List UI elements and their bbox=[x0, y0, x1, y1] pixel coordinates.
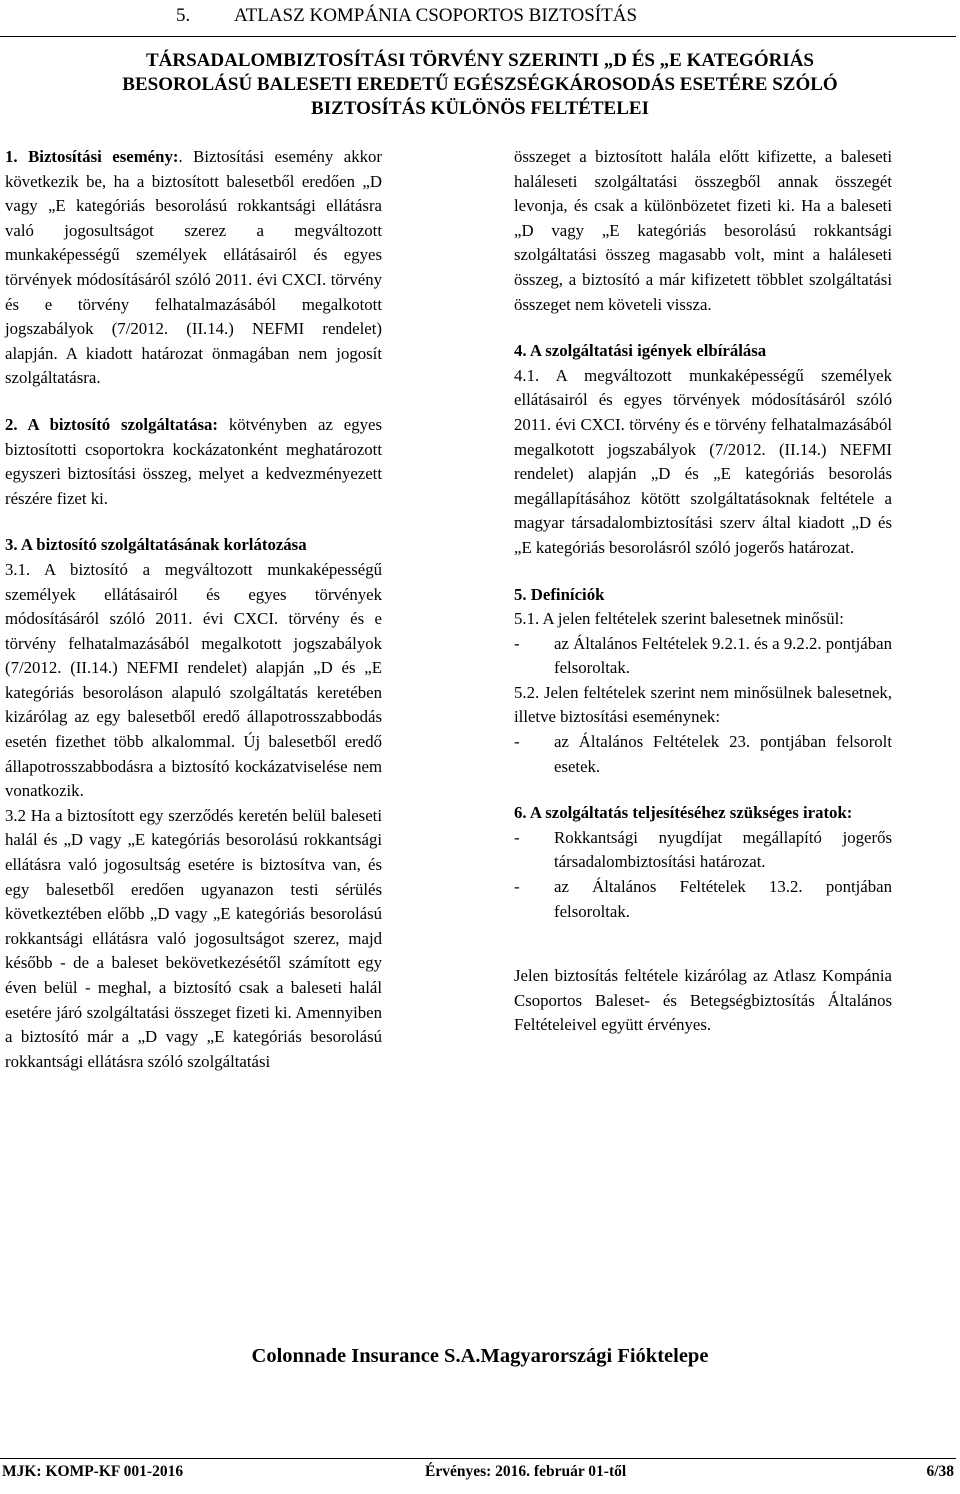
list-item bbox=[514, 826, 892, 875]
title-line-3: BIZTOSÍTÁS KÜLÖNÖS FELTÉTELEI bbox=[311, 98, 649, 119]
right-column bbox=[514, 145, 892, 1038]
continuation-text: összeget a biztosított halála előtt kifizette, a baleseti haláleseti szolgáltatási összegből annak összegét levonja, és csak a különbözetet fizeti ki. Ha a baleseti „D vagy „E kategóriás besorolású rokkantsági szolgáltatási összeg magasabb volt, mint a haláleseti összeg, a biztosító a már kifizetett többlet szolgáltatási összeget nem követeli vissza. bbox=[514, 147, 892, 314]
section-1-heading: 1. Biztosítási esemény: bbox=[5, 147, 179, 166]
section-3-2-text: 3.2 Ha a biztosított egy szerződés keretén belül baleseti halál és „D vagy „E kategóriás besorolású rokkantsági ellátásra való jogosultság esetére is biztosítva van, és egy balesetből eredően ugyanazon testi sérülés következtében előbb „D vagy „E kategóriás besorolású rokkantsági ellátásra való jogosultságot szerez, majd később - de a baleset bekövetkezésétől számított egy éven belül - meghal, a biztosító csak a baleseti halál esetére járó szolgáltatási összeget fizeti ki. Amennyiben a biztosító már a „D vagy „E kategóriás besorolású rokkantsági ellátásra szóló szolgáltatási bbox=[5, 805, 382, 1071]
title-line-1: TÁRSADALOMBIZTOSÍTÁSI TÖRVÉNY SZERINTI „D ÉS „E KATEGÓRIÁS bbox=[145, 50, 815, 71]
list-dash: - bbox=[514, 877, 520, 897]
list-item-text: az Általános Feltételek 23. pontjában felsorolt esetek. bbox=[554, 732, 892, 776]
document-title bbox=[40, 49, 920, 121]
section-5-1-text: 5.1. A jelen feltételek szerint balesetnek minősül: bbox=[514, 609, 844, 629]
section-heading bbox=[176, 4, 637, 28]
section-5-heading: 5. Definíciók bbox=[514, 584, 605, 604]
section-number: 5. bbox=[176, 5, 191, 26]
valid-from: Érvényes: 2016. február 01-től bbox=[425, 1463, 627, 1480]
section-title: ATLASZ KOMPÁNIA CSOPORTOS BIZTOSÍTÁS bbox=[234, 5, 638, 26]
list-item-text: Rokkantsági nyugdíjat megállapító jogerős társadalombiztosítási határozat. bbox=[554, 827, 892, 872]
section-4-heading: 4. A szolgáltatási igények elbírálása bbox=[514, 341, 767, 361]
list-dash: - bbox=[514, 732, 520, 752]
list-item bbox=[514, 875, 892, 924]
list-item-text: az Általános Feltételek 13.2. pontjában felsoroltak. bbox=[554, 877, 892, 921]
document-code: MJK: KOMP-KF 001-2016 bbox=[2, 1463, 184, 1480]
section-1-paragraph bbox=[5, 145, 382, 391]
company-name: Colonnade Insurance S.A.Magyarországi Fióktelepe bbox=[251, 1345, 709, 1367]
section-3-1-text: 3.1. A biztosító a megváltozott munkaképességű személyek ellátásairól és egyes törvények módosításáról szóló 2011. évi CXCI. törvény és e törvény felhatalmazásából megalkotott jogszabályok (7/2012. (II.14.) NEFMI rendelet) alapján „D és „E kategóriás besoroláson alapuló szolgáltatás keretében kizárólag az egy balesetből eredő állapotrosszabbodás esetén fizethet több alkalommal. Új balesetből eredő állapotrosszabbodásra a biztosító kockázatviselése nem vonatkozik. bbox=[5, 559, 382, 801]
section-2-heading: 2. A biztosító szolgáltatása: bbox=[5, 414, 218, 434]
section-1-text: . Biztosítási esemény akkor következik be, ha a biztosított balesetből eredően „D vagy „E kategóriás besorolású rokkantsági ellátásra való jogosultságot szerez a megváltozott munkaképességű személyek ellátásairól és egyes törvények módosításáról szóló 2011. évi CXCI. törvény és e törvény felhatalmazásából megalkotott jogszabályok (7/2012. (II.14.) NEFMI rendelet) alapján. A kiadott határozat önmagában nem jogosít szolgáltatásra. bbox=[5, 147, 382, 388]
list-dash: - bbox=[514, 633, 520, 653]
section-4-1-text: 4.1. A megváltozott munkaképességű személyek ellátásairól és egyes törvények módosításáról szóló 2011. évi CXCI. törvény és e törvény felhatalmazásából megalkotott jogszabályok (7/2012. (II.14.) NEFMI rendelet) alapján „D és „E kategóriás besorolás megállapításához kötött szolgáltatásoknak feltétele a magyar társadalombiztosítási szerv által kiadott „D és „E kategóriás besorolásról szóló jogerős határozat. bbox=[514, 365, 892, 557]
left-column bbox=[5, 145, 382, 1074]
list-dash: - bbox=[514, 827, 520, 847]
section-6-heading: 6. A szolgáltatás teljesítéséhez szükséges iratok: bbox=[514, 803, 853, 823]
list-item bbox=[514, 730, 892, 779]
section-5-2-text: 5.2. Jelen feltételek szerint nem minősülnek balesetnek, illetve biztosítási eseménynek: bbox=[514, 682, 892, 727]
page-footer bbox=[0, 1463, 956, 1485]
list-item-text: az Általános Feltételek 9.2.1. és a 9.2.2. pontjában felsoroltak. bbox=[554, 633, 892, 678]
title-line-2: BESOROLÁSÚ BALESETI EREDETŰ EGÉSZSÉGKÁROSODÁS ESETÉRE SZÓLÓ bbox=[122, 74, 838, 95]
section-2-text: kötvényben az egyes biztosítotti csoportokra kockázatonként meghatározott egyszeri biztosítási összeg, melyet a kedvezményezett részére fizet ki. bbox=[5, 414, 382, 508]
header-rule bbox=[0, 36, 956, 37]
section-3-heading: 3. A biztosító szolgáltatásának korlátozása bbox=[5, 535, 307, 555]
section-2-paragraph bbox=[5, 413, 382, 511]
footer-rule bbox=[0, 1458, 956, 1459]
closing-statement: Jelen biztosítás feltétele kizárólag az Atlasz Kompánia Csoportos Baleset- és Betegségbiztosítás Általános Feltételeivel együtt érvényes. bbox=[514, 966, 892, 1035]
list-item bbox=[514, 632, 892, 681]
page-number: 6/38 bbox=[926, 1463, 954, 1480]
